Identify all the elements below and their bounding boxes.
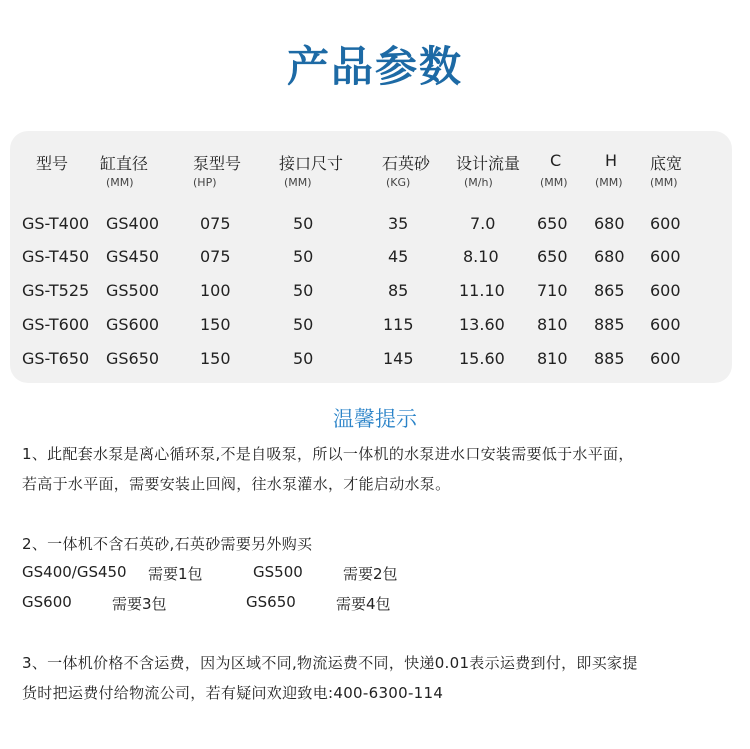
table-cell: 35 (388, 214, 409, 233)
header-base-width-unit: (MM) (650, 176, 678, 189)
table-cell: 680 (594, 247, 625, 266)
tips-title: 温馨提示 (333, 407, 417, 431)
table-cell: 150 (200, 349, 231, 368)
header-c-unit: (MM) (540, 176, 568, 189)
table-cell: 600 (650, 247, 681, 266)
table-cell: 650 (537, 247, 568, 266)
table-cell: 85 (388, 281, 409, 300)
table-cell: 885 (594, 315, 625, 334)
table-cell: GS450 (106, 247, 160, 266)
table-cell: 075 (200, 214, 231, 233)
header-flow-rate: 设计流量 (456, 154, 521, 173)
header-quartz-sand: 石英砂 (382, 154, 431, 173)
note-2-line-1: 2、一体机不含石英砂,石英砂需要另外购买 (22, 535, 313, 553)
table-cell: GS-T600 (22, 315, 90, 334)
header-tank-diameter: 缸直径 (100, 154, 149, 173)
header-h-unit: (MM) (595, 176, 623, 189)
header-base-width: 底宽 (650, 154, 683, 173)
table-cell: 810 (537, 315, 568, 334)
table-cell: 075 (200, 247, 231, 266)
table-cell: 7.0 (470, 214, 496, 233)
table-cell: GS-T650 (22, 349, 90, 368)
table-cell: 13.60 (459, 315, 505, 334)
table-cell: 50 (293, 214, 314, 233)
table-cell: 11.10 (459, 281, 505, 300)
table-cell: 8.10 (463, 247, 499, 266)
note-1-line-1: 1、此配套水泵是离心循环泵,不是自吸泵，所以一体机的水泵进水口安装需要低于水平面， (22, 445, 634, 463)
table-cell: 115 (383, 315, 414, 334)
table-cell: 45 (388, 247, 409, 266)
header-quartz-sand-unit: (KG) (386, 176, 411, 189)
sand-model: GS600 (22, 593, 72, 611)
sand-need: 需要4包 (336, 595, 391, 613)
table-cell: GS500 (106, 281, 160, 300)
table-cell: GS-T400 (22, 214, 90, 233)
table-cell: GS600 (106, 315, 160, 334)
table-cell: 50 (293, 281, 314, 300)
table-cell: 600 (650, 349, 681, 368)
sand-need: 需要2包 (343, 565, 398, 583)
table-cell: 150 (200, 315, 231, 334)
note-1-line-2: 若高于水平面，需要安装止回阀，往水泵灌水，才能启动水泵。 (22, 475, 451, 493)
table-cell: 600 (650, 281, 681, 300)
header-flow-rate-unit: (M/h) (464, 176, 493, 189)
table-cell: 50 (293, 315, 314, 334)
table-cell: 865 (594, 281, 625, 300)
header-tank-diameter-unit: (MM) (106, 176, 134, 189)
header-pump-model: 泵型号 (193, 154, 242, 173)
table-cell: 15.60 (459, 349, 505, 368)
table-cell: 600 (650, 214, 681, 233)
table-cell: 100 (200, 281, 231, 300)
note-3-line-2: 货时把运费付给物流公司，若有疑问欢迎致电:400-6300-114 (22, 684, 444, 702)
table-cell: 885 (594, 349, 625, 368)
table-cell: GS-T450 (22, 247, 90, 266)
table-cell: 710 (537, 281, 568, 300)
sand-need: 需要3包 (112, 595, 167, 613)
header-model: 型号 (36, 154, 69, 173)
sand-model: GS400/GS450 (22, 563, 127, 581)
table-cell: 680 (594, 214, 625, 233)
table-cell: 50 (293, 349, 314, 368)
table-cell: GS650 (106, 349, 160, 368)
sand-model: GS650 (246, 593, 296, 611)
header-h: H (605, 151, 618, 170)
table-cell: GS-T525 (22, 281, 90, 300)
table-cell: GS400 (106, 214, 160, 233)
header-port-size: 接口尺寸 (279, 154, 344, 173)
table-cell: 50 (293, 247, 314, 266)
sand-need: 需要1包 (148, 565, 203, 583)
header-c: C (550, 151, 562, 170)
header-port-size-unit: (MM) (284, 176, 312, 189)
page-title: 产品参数 (286, 42, 463, 91)
table-cell: 810 (537, 349, 568, 368)
sand-model: GS500 (253, 563, 303, 581)
table-cell: 600 (650, 315, 681, 334)
table-cell: 145 (383, 349, 414, 368)
table-cell: 650 (537, 214, 568, 233)
note-3-line-1: 3、一体机价格不含运费，因为区域不同,物流运费不同，快递0.01表示运费到付，即买家提 (22, 654, 638, 672)
header-pump-model-unit: (HP) (193, 176, 217, 189)
